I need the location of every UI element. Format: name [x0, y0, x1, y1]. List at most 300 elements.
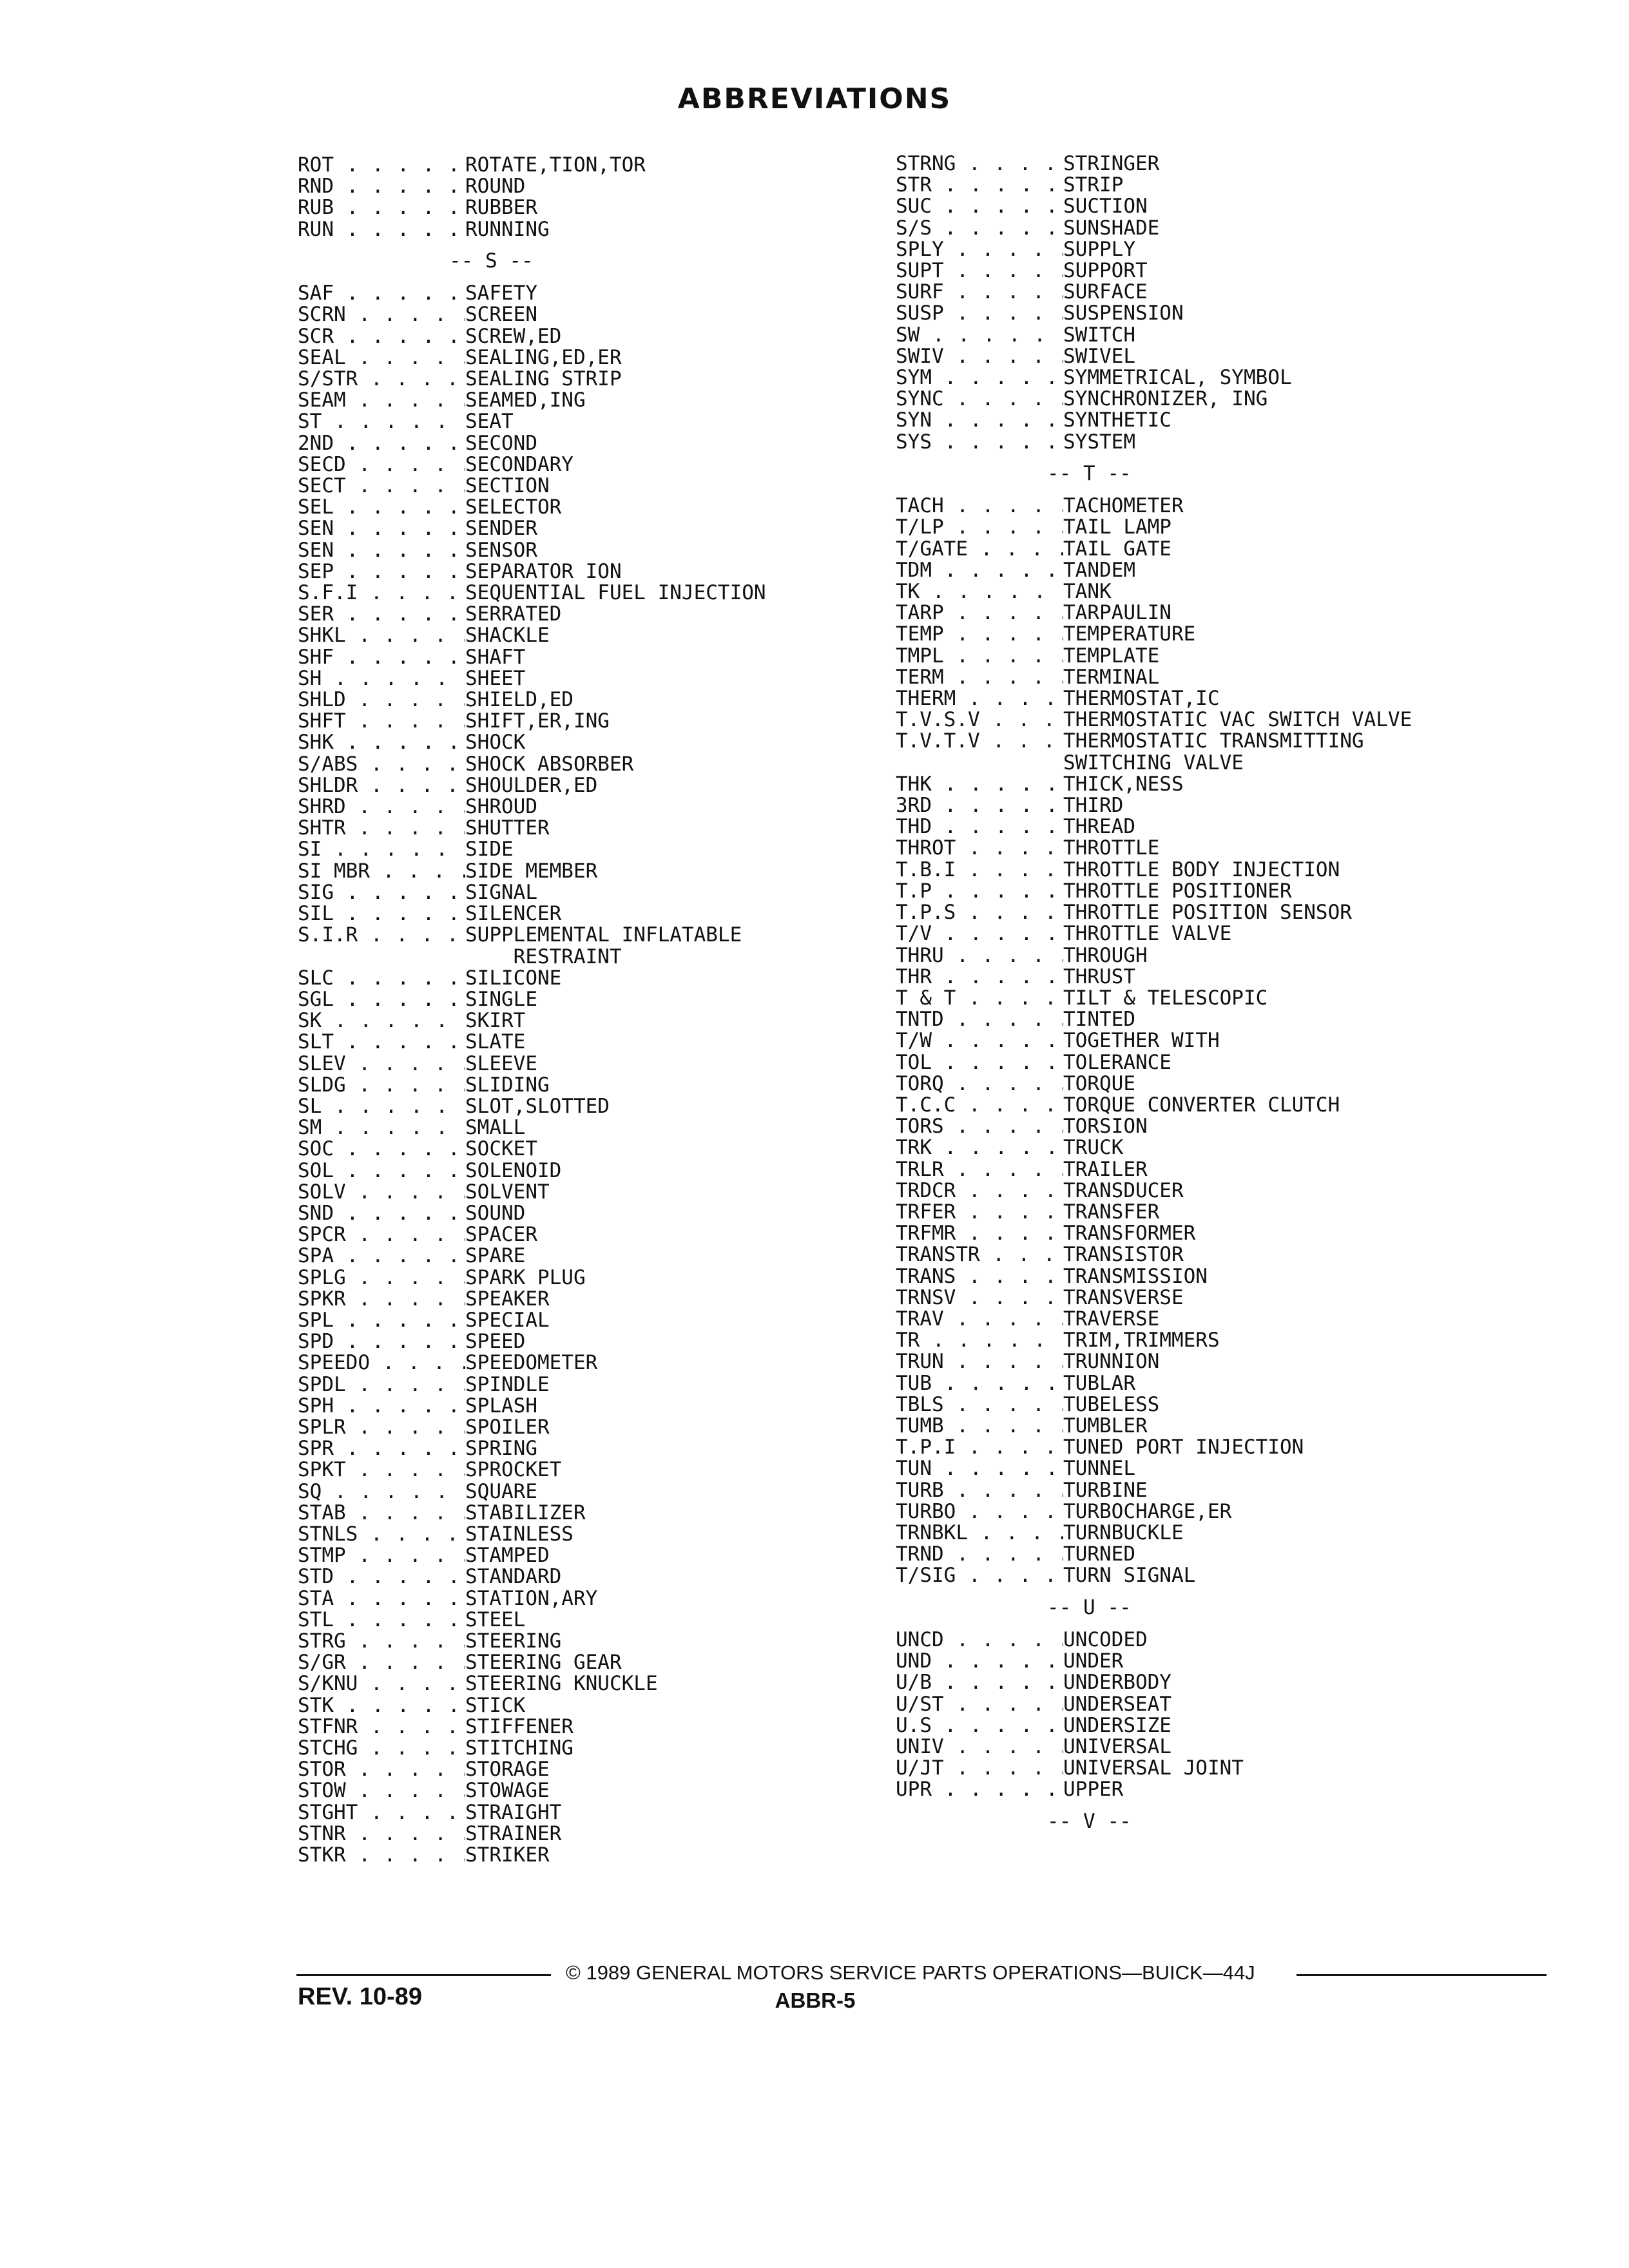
abbreviation-meaning: SLIDING [465, 1073, 550, 1097]
abbreviation-entry [298, 1352, 766, 1374]
abbreviation-entry [298, 1032, 766, 1053]
abbreviation-code: T/W . . . [896, 1030, 1063, 1052]
abbreviation-entry [298, 283, 766, 304]
abbreviation-meaning: THERMOSTATIC TRANSMITTING [1063, 729, 1364, 753]
abbreviation-entry [896, 1758, 1412, 1779]
abbreviation-code: T.P.I . . . [896, 1437, 1063, 1458]
abbreviation-code: STA . . . [298, 1588, 465, 1610]
abbreviation-meaning: TRANSISTOR [1063, 1243, 1184, 1267]
abbreviation-entry [896, 303, 1412, 324]
abbreviation-entry [298, 1524, 766, 1545]
abbreviation-code: 2ND . . . [298, 433, 465, 454]
abbreviation-entry [298, 1438, 766, 1459]
abbreviation-entry [896, 1523, 1412, 1544]
abbreviation-code: SPLR . . . [298, 1417, 465, 1438]
abbreviation-entry [298, 219, 766, 240]
abbreviation-entry [896, 1330, 1412, 1351]
left-column [298, 155, 766, 1866]
abbreviation-meaning: THROUGH [1063, 943, 1148, 967]
abbreviation-entry [896, 945, 1412, 966]
abbreviation-meaning: SPEED [465, 1330, 526, 1354]
abbreviation-code: S/KNU . . . [298, 1673, 465, 1695]
abbreviation-code: T.P . . . [896, 881, 1063, 902]
abbreviation-code: TNTD . . . [896, 1009, 1063, 1030]
footer-rule-right [1296, 1974, 1547, 1976]
abbreviation-code: ROT . . . [298, 155, 465, 176]
abbreviation-code: UNCD . . . [896, 1629, 1063, 1651]
abbreviation-code: U/B . . . [896, 1672, 1063, 1693]
abbreviation-meaning: SYNTHETIC [1063, 408, 1171, 432]
abbreviation-code: RUN . . . [298, 219, 465, 240]
abbreviation-entry [298, 1396, 766, 1417]
abbreviation-meaning: SEPARATOR ION [465, 559, 622, 583]
abbreviation-entry [298, 689, 766, 711]
abbreviation-meaning: SILENCER [465, 902, 562, 926]
abbreviation-code: SPKT . . . [298, 1459, 465, 1481]
abbreviation-meaning: SERRATED [465, 602, 562, 626]
abbreviation-meaning: TEMPERATURE [1063, 622, 1196, 646]
abbreviation-entry [298, 604, 766, 625]
abbreviation-entry [298, 818, 766, 839]
abbreviation-meaning: TUNED PORT INJECTION [1063, 1436, 1304, 1459]
abbreviation-entry [298, 1374, 766, 1396]
abbreviation-meaning: TUBELESS [1063, 1392, 1160, 1416]
footer-rule-left [296, 1974, 551, 1976]
abbreviation-entry [298, 1182, 766, 1203]
abbreviation-entry [896, 1373, 1412, 1394]
abbreviation-code: SLEV . . . [298, 1053, 465, 1075]
abbreviation-code: SHKL . . . [298, 625, 465, 646]
abbreviation-meaning: THERMOSTAT,IC [1063, 687, 1220, 711]
abbreviation-code: SLT . . . [298, 1032, 465, 1053]
abbreviation-entry [298, 304, 766, 325]
abbreviation-code: TUB . . . [896, 1373, 1063, 1394]
abbreviation-entry [896, 709, 1412, 731]
abbreviation-meaning: SHOULDER,ED [465, 773, 598, 797]
abbreviation-code: SHF . . . [298, 647, 465, 668]
abbreviation-meaning: SUCTION [1063, 195, 1148, 218]
abbreviation-meaning: TUBLAR [1063, 1371, 1135, 1395]
abbreviation-meaning: SPARE [465, 1244, 526, 1268]
abbreviation-meaning: TORQUE CONVERTER CLUTCH [1063, 1093, 1340, 1117]
abbreviation-meaning: SOCKET [465, 1137, 537, 1161]
abbreviation-entry [896, 1694, 1412, 1715]
abbreviation-entry [896, 260, 1412, 282]
abbreviation-entry [298, 1096, 766, 1117]
abbreviation-meaning: THERMOSTATIC VAC SWITCH VALVE [1063, 708, 1412, 732]
abbreviation-entry [896, 1480, 1412, 1501]
abbreviation-code: TORQ . . . [896, 1073, 1063, 1095]
abbreviation-entry [298, 1652, 766, 1673]
abbreviation-code: SECD . . . [298, 454, 465, 476]
abbreviation-code: TORS . . . [896, 1116, 1063, 1137]
abbreviation-meaning: TUNNEL [1063, 1457, 1135, 1481]
abbreviation-meaning: TURN SIGNAL [1063, 1564, 1196, 1588]
abbreviation-entry [896, 667, 1412, 688]
abbreviation-entry [298, 433, 766, 454]
abbreviation-code: SOL . . . [298, 1160, 465, 1182]
abbreviation-code: SIL . . . [298, 903, 465, 925]
abbreviation-code: SQ . . . [298, 1481, 465, 1503]
abbreviation-entry [298, 390, 766, 411]
abbreviation-entry [896, 539, 1412, 560]
abbreviation-entry [298, 1417, 766, 1438]
abbreviation-meaning: THREAD [1063, 815, 1135, 839]
abbreviation-meaning: SHOCK ABSORBER [465, 752, 634, 776]
abbreviation-entry [298, 176, 766, 197]
abbreviation-code: S/GR . . . [298, 1652, 465, 1673]
abbreviation-code: SPA . . . [298, 1245, 465, 1267]
abbreviation-entry [896, 1672, 1412, 1693]
abbreviation-code: TEMP . . . [896, 624, 1063, 645]
abbreviation-entry [896, 1266, 1412, 1287]
abbreviation-code: SPLY . . . [896, 239, 1063, 260]
abbreviation-entry [896, 367, 1412, 389]
abbreviation-code: T.P.S . . . [896, 902, 1063, 923]
abbreviation-entry [298, 1053, 766, 1075]
abbreviation-entry [298, 668, 766, 689]
abbreviation-code: T/SIG . . . [896, 1565, 1063, 1586]
abbreviation-code: SI . . . [298, 839, 465, 860]
abbreviation-code: SPEEDO . . . [298, 1352, 465, 1374]
abbreviation-entry [298, 1610, 766, 1631]
abbreviation-entry [896, 902, 1412, 923]
abbreviation-entry [298, 1845, 766, 1866]
abbreviation-entry [298, 1759, 766, 1780]
abbreviation-code: SHRD . . . [298, 796, 465, 818]
page-title: ABBREVIATIONS [677, 82, 952, 115]
abbreviation-meaning: RUBBER [465, 196, 537, 220]
abbreviation-code: T.B.I . . . [896, 860, 1063, 881]
abbreviation-meaning: SLOT,SLOTTED [465, 1094, 610, 1118]
abbreviation-entry [896, 688, 1412, 709]
abbreviation-meaning: SOLVENT [465, 1180, 550, 1204]
abbreviation-entry [896, 1736, 1412, 1758]
abbreviation-meaning: TUMBLER [1063, 1414, 1148, 1437]
abbreviation-meaning: SPEAKER [465, 1287, 550, 1311]
abbreviation-entry [896, 923, 1412, 945]
abbreviation-meaning: STRAINER [465, 1821, 562, 1845]
abbreviation-meaning: TRANSVERSE [1063, 1285, 1184, 1309]
abbreviation-code: TRFER . . . [896, 1202, 1063, 1223]
abbreviation-entry [298, 625, 766, 646]
abbreviation-code: THK . . . [896, 774, 1063, 795]
abbreviation-code: T/GATE . . . [896, 539, 1063, 560]
abbreviation-entry [298, 1245, 766, 1267]
abbreviation-entry [298, 839, 766, 860]
abbreviation-entry [896, 731, 1412, 752]
abbreviation-meaning: UNCODED [1063, 1628, 1148, 1651]
abbreviation-code: SURF . . . [896, 282, 1063, 303]
abbreviation-entry [298, 1588, 766, 1610]
abbreviation-meaning: TAIL LAMP [1063, 515, 1171, 539]
abbreviation-code: S.I.R . . . [298, 925, 465, 946]
abbreviation-code: SPR . . . [298, 1438, 465, 1459]
abbreviation-entry [896, 1501, 1412, 1523]
abbreviation-code: SLC . . . [298, 968, 465, 989]
abbreviation-entry [896, 1009, 1412, 1030]
abbreviation-meaning: SPRING [465, 1437, 537, 1461]
abbreviation-code: STAB . . . [298, 1503, 465, 1524]
abbreviation-entry [298, 1331, 766, 1352]
abbreviation-code: SGL . . . [298, 989, 465, 1010]
abbreviation-meaning: UNDERSEAT [1063, 1692, 1171, 1716]
abbreviation-meaning: SHACKLE [465, 624, 550, 648]
abbreviation-code: TRND . . . [896, 1544, 1063, 1565]
abbreviation-code: SOC . . . [298, 1139, 465, 1160]
abbreviation-meaning: SHROUD [465, 795, 537, 819]
abbreviation-meaning: TRANSFER [1063, 1200, 1160, 1224]
abbreviation-code: SYNC . . . [896, 389, 1063, 410]
abbreviation-meaning: SOLENOID [465, 1158, 562, 1182]
footer-revision: REV. 10-89 [298, 1983, 422, 2010]
abbreviation-meaning: TRANSMISSION [1063, 1264, 1208, 1288]
abbreviation-code: THR . . . [896, 966, 1063, 988]
abbreviation-code: U/JT . . . [896, 1758, 1063, 1779]
abbreviation-entry [298, 732, 766, 753]
abbreviation-entry [896, 1437, 1412, 1458]
abbreviation-meaning: SUPPLEMENTAL INFLATABLE [465, 923, 742, 947]
abbreviation-entry [298, 1160, 766, 1182]
abbreviation-entry [896, 860, 1412, 881]
abbreviation-code: TRDCR . . . [896, 1180, 1063, 1202]
abbreviation-meaning: RUNNING [465, 217, 550, 241]
abbreviation-meaning: SIGNAL [465, 880, 537, 904]
abbreviation-code: SPDL . . . [298, 1374, 465, 1396]
abbreviation-code: SWIV . . . [896, 346, 1063, 367]
abbreviation-code: STK . . . [298, 1695, 465, 1716]
abbreviation-meaning: TANK [1063, 580, 1112, 604]
abbreviation-entry [298, 754, 766, 775]
abbreviation-code: STD . . . [298, 1566, 465, 1588]
abbreviation-code: SUSP . . . [896, 303, 1063, 324]
abbreviation-entry [896, 1629, 1412, 1651]
abbreviation-code: THRU . . . [896, 945, 1063, 966]
abbreviation-meaning: TANDEM [1063, 558, 1135, 582]
abbreviation-meaning: SELECTOR [465, 495, 562, 519]
abbreviation-meaning: SCREEN [465, 303, 537, 327]
abbreviation-code: RND . . . [298, 176, 465, 197]
abbreviation-entry [896, 1137, 1412, 1158]
abbreviation-code: SPL . . . [298, 1310, 465, 1331]
abbreviation-code: SHLD . . . [298, 689, 465, 711]
abbreviation-entry [298, 197, 766, 218]
abbreviation-meaning: SPARK PLUG [465, 1265, 586, 1289]
abbreviation-entry [896, 325, 1412, 346]
abbreviation-code: SHTR . . . [298, 818, 465, 839]
abbreviation-entry [298, 1738, 766, 1759]
abbreviation-meaning: TRAILER [1063, 1157, 1148, 1181]
abbreviation-entry [896, 774, 1412, 795]
abbreviation-meaning: SKIRT [465, 1009, 526, 1033]
abbreviation-code: SAF . . . [298, 283, 465, 304]
abbreviation-entry [298, 968, 766, 989]
abbreviation-meaning: TURNBUCKLE [1063, 1521, 1184, 1544]
abbreviation-entry [896, 1052, 1412, 1073]
abbreviation-code: T.V.S.V . . . [896, 709, 1063, 731]
abbreviation-meaning: THROTTLE POSITION SENSOR [1063, 901, 1352, 925]
abbreviation-meaning: SPECIAL [465, 1308, 550, 1332]
abbreviation-meaning: THICK,NESS [1063, 772, 1184, 796]
abbreviation-code: SEAM . . . [298, 390, 465, 411]
abbreviation-entry [896, 1095, 1412, 1116]
abbreviation-code: TRANS . . . [896, 1266, 1063, 1287]
abbreviation-meaning: SUNSHADE [1063, 216, 1160, 240]
abbreviation-meaning: SENSOR [465, 538, 537, 562]
abbreviation-meaning: STEERING [465, 1629, 562, 1653]
abbreviation-code: TRNBKL . . . [896, 1523, 1063, 1544]
abbreviation-meaning: THROTTLE POSITIONER [1063, 879, 1292, 903]
abbreviation-entry [896, 988, 1412, 1009]
abbreviation-entry [896, 1351, 1412, 1372]
abbreviation-code: TOL . . . [896, 1052, 1063, 1073]
abbreviation-code: TUMB . . . [896, 1416, 1063, 1437]
abbreviation-meaning: SPROCKET [465, 1458, 562, 1482]
abbreviation-code: T.C.C . . . [896, 1095, 1063, 1116]
abbreviation-entry [298, 1566, 766, 1588]
abbreviation-meaning: UNIVERSAL [1063, 1735, 1171, 1758]
abbreviation-entry [896, 560, 1412, 581]
abbreviation-code: SM . . . [298, 1117, 465, 1139]
abbreviation-meaning: ROTATE,TION,TOR [465, 153, 646, 177]
abbreviation-code: T/LP . . . [896, 517, 1063, 538]
abbreviation-entry [298, 454, 766, 476]
abbreviation-code: SIG . . . [298, 882, 465, 903]
section-header: -- T -- [1047, 462, 1132, 486]
abbreviation-code: THERM . . . [896, 688, 1063, 709]
abbreviation-entry [298, 711, 766, 732]
abbreviation-entry [298, 1224, 766, 1245]
abbreviation-code: SL . . . [298, 1096, 465, 1117]
abbreviation-code: SYS . . . [896, 432, 1063, 453]
abbreviation-code: UND . . . [896, 1651, 1063, 1672]
abbreviation-meaning: SYSTEM [1063, 430, 1135, 454]
abbreviation-meaning: SUPPORT [1063, 259, 1148, 283]
section-header: -- S -- [449, 249, 534, 273]
abbreviation-entry [298, 1075, 766, 1096]
abbreviation-meaning: TORSION [1063, 1115, 1148, 1139]
abbreviation-meaning: STEERING GEAR [465, 1651, 622, 1675]
abbreviation-entry [896, 196, 1412, 217]
abbreviation-code: SHLDR . . . [298, 775, 465, 796]
abbreviation-code: SEL . . . [298, 497, 465, 518]
abbreviation-entry [896, 1394, 1412, 1416]
footer-page-id: ABBR-5 [775, 1988, 856, 2012]
abbreviation-code: T/V . . . [896, 923, 1063, 945]
abbreviation-meaning: SAFETY [465, 282, 537, 305]
abbreviation-entry [298, 1695, 766, 1716]
abbreviation-meaning: SECONDARY [465, 452, 574, 476]
abbreviation-meaning: THRUST [1063, 965, 1135, 988]
abbreviation-meaning-continued: SWITCHING VALVE [1063, 751, 1244, 774]
abbreviation-code: U.S . . . [896, 1715, 1063, 1736]
abbreviation-entry [298, 540, 766, 561]
abbreviation-code: SEN . . . [298, 540, 465, 561]
abbreviation-code: TK . . . [896, 581, 1063, 602]
abbreviation-code: T & T . . . [896, 988, 1063, 1009]
abbreviation-meaning-continued: RESTRAINT [465, 945, 622, 968]
abbreviation-entry [298, 561, 766, 582]
abbreviation-entry [896, 282, 1412, 303]
abbreviation-entry [896, 1202, 1412, 1223]
abbreviation-entry [896, 646, 1412, 667]
abbreviation-meaning: SWIVEL [1063, 344, 1135, 368]
abbreviation-entry [896, 1779, 1412, 1800]
abbreviation-entry [298, 925, 766, 946]
abbreviation-meaning: TEMPLATE [1063, 644, 1160, 668]
abbreviation-meaning: SLEEVE [465, 1052, 537, 1075]
abbreviation-entry [298, 1780, 766, 1802]
abbreviation-meaning: TRUCK [1063, 1136, 1124, 1160]
abbreviation-entry [298, 989, 766, 1010]
abbreviation-meaning: THROTTLE BODY INJECTION [1063, 858, 1340, 881]
abbreviation-entry [298, 1545, 766, 1566]
abbreviation-code: T.V.T.V . . . [896, 731, 1063, 752]
abbreviation-entry [896, 1116, 1412, 1137]
abbreviation-meaning: SHIFT,ER,ING [465, 709, 610, 733]
abbreviation-meaning: THIRD [1063, 794, 1124, 818]
abbreviation-meaning: SUPPLY [1063, 237, 1135, 261]
abbreviation-code: S/ABS . . . [298, 754, 465, 775]
abbreviation-meaning: SHIELD,ED [465, 688, 574, 712]
abbreviation-meaning: TAIL GATE [1063, 537, 1171, 561]
abbreviation-code: SPD . . . [298, 1331, 465, 1352]
abbreviation-meaning: SHAFT [465, 645, 526, 669]
abbreviation-meaning: STITCHING [465, 1736, 574, 1760]
abbreviation-code: STGHT . . . [298, 1802, 465, 1823]
abbreviation-code: TURB . . . [896, 1480, 1063, 1501]
abbreviation-meaning: SPACER [465, 1223, 537, 1247]
abbreviation-entry [896, 1180, 1412, 1202]
abbreviation-entry [896, 816, 1412, 838]
abbreviation-entry [896, 432, 1412, 453]
abbreviation-entry [896, 175, 1412, 196]
abbreviation-meaning: STICK [465, 1693, 526, 1717]
abbreviation-meaning: SEAMED,ING [465, 389, 586, 412]
abbreviation-code: STRNG . . . [896, 153, 1063, 175]
abbreviation-code: STKR . . . [298, 1845, 465, 1866]
abbreviation-meaning: SPEEDOMETER [465, 1351, 598, 1375]
abbreviation-code: TERM . . . [896, 667, 1063, 688]
abbreviation-entry [896, 1416, 1412, 1437]
abbreviation-meaning: TACHOMETER [1063, 494, 1184, 518]
abbreviation-entry [896, 1073, 1412, 1095]
abbreviation-entry [298, 1139, 766, 1160]
abbreviation-meaning: SHOCK [465, 731, 526, 754]
abbreviation-entry [298, 1823, 766, 1845]
abbreviation-code: SOLV . . . [298, 1182, 465, 1203]
abbreviation-code: U/ST . . . [896, 1694, 1063, 1715]
abbreviation-code: TURBO . . . [896, 1501, 1063, 1523]
abbreviation-meaning: TINTED [1063, 1008, 1135, 1032]
abbreviation-meaning: SPINDLE [465, 1372, 550, 1396]
abbreviation-meaning: TRANSFORMER [1063, 1222, 1196, 1245]
abbreviation-code: S/S . . . [896, 218, 1063, 239]
abbreviation-entry [298, 903, 766, 925]
abbreviation-entry [896, 581, 1412, 602]
abbreviation-meaning: SMALL [465, 1116, 526, 1140]
abbreviation-meaning: SENDER [465, 517, 537, 541]
abbreviation-meaning: STAINLESS [465, 1522, 574, 1546]
abbreviation-code: SND . . . [298, 1203, 465, 1224]
abbreviation-code: STOR . . . [298, 1759, 465, 1780]
abbreviation-entry [896, 1309, 1412, 1330]
abbreviation-code: SER . . . [298, 604, 465, 625]
abbreviation-code: SW . . . [896, 325, 1063, 346]
abbreviation-code: SLDG . . . [298, 1075, 465, 1096]
abbreviation-meaning: TURBINE [1063, 1478, 1148, 1502]
abbreviation-meaning: STRINGER [1063, 152, 1160, 175]
